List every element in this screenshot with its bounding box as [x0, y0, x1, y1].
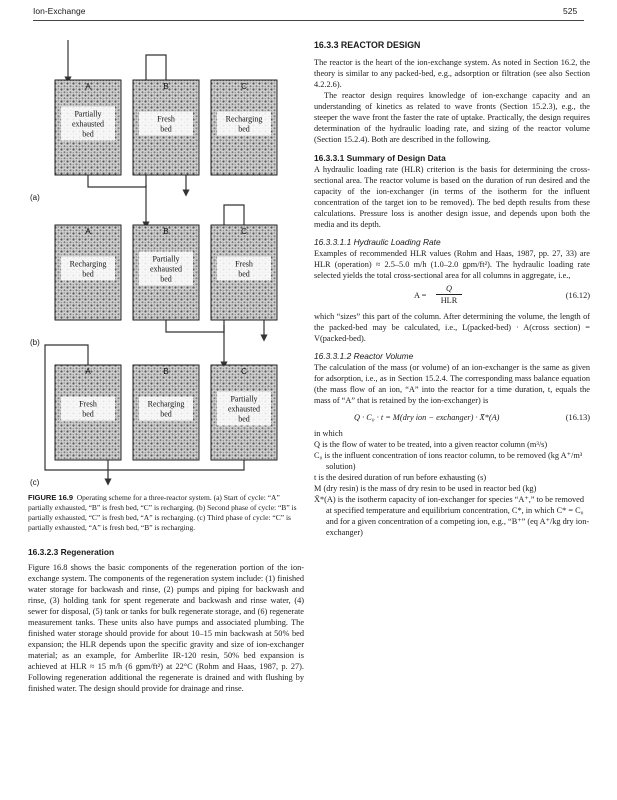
- volume-paragraph: The calculation of the mass (or volume) of an ion-exchanger is the same as given for adsorption, i.e., as in Section 15.2.4. The corresponding mass balance equation (the mass flow of an ion, “A” into the reactor for a time duration, t, equals the mass of “A” that is retained by the ion-exchanger) is: [314, 363, 590, 405]
- eq2-body: Q · C₀ · t = M(dry ion − exchanger) · X̄*(A): [354, 413, 500, 422]
- bed-state-text: bed: [238, 124, 250, 134]
- definition-item: X̄*(A) is the isotherm capacity of ion-exchanger for species “A⁺,” to be removed at specified temperature and equilibrium concentration, C*, in which C* = C₀ and for a given concentration of a competing ion, e.g., “B⁺” (eq A⁺/kg dry ion-exchanger): [314, 495, 590, 537]
- hlr-paragraph: Examples of recommended HLR values (Rohm and Haas, 1987, pp. 27, 33) are HLR (operation) ≈ 2.5–5.0 m/h (1.0–2.0 gpm/ft²). The hydraulic loading rate selected yields the total cross-sectional area for all columns in aggregate, i.e.,: [314, 249, 590, 280]
- figure-panel: [30, 185, 277, 347]
- bed-state-text: exhausted: [72, 119, 104, 129]
- column-label: C: [241, 227, 247, 236]
- equation-16-13: [314, 408, 590, 426]
- column-label: C: [241, 367, 247, 376]
- bed-state-text: Recharging: [147, 399, 185, 409]
- column-label: B: [163, 227, 169, 236]
- bed-state-text: bed: [238, 269, 250, 279]
- definition-item: Q is the flow of water to be treated, into a given reactor column (m³/s): [314, 440, 548, 449]
- panel-label: (b): [30, 338, 40, 347]
- bed-state-text: exhausted: [228, 404, 260, 414]
- reactor-para-1: The reactor is the heart of the ion-exchange system. As noted in Section 16.2, the theory is similar to any packed-bed, e.g., adsorption or filtration (see also Section 4.2.2.6).: [314, 58, 590, 89]
- bed-state-text: exhausted: [150, 264, 182, 274]
- bed-state-text: Fresh: [157, 114, 175, 124]
- subsection-heading-design-data: 16.3.3.1 Summary of Design Data: [314, 153, 446, 163]
- eq-lhs: A =: [414, 291, 427, 300]
- column-label: C: [241, 82, 247, 91]
- bed-state-text: bed: [160, 274, 172, 284]
- bed-state-text: bed: [82, 409, 94, 419]
- bed-state-text: Partially: [230, 394, 258, 404]
- bed-state-text: Fresh: [235, 259, 253, 269]
- bed-state-text: Partially: [152, 254, 180, 264]
- regeneration-paragraph: Figure 16.8 shows the basic components of the regeneration portion of the ion-exchange system. The components of the regeneration system include: (1) finished water storage for backwash and rinse, (2) pumps and piping for backwash and rinse, (3) holding tank for spent regenerate and backwash and rinse water, (4) sewer for disposal, (5) tank or tanks for bulk regenerate storage, and (6) regenerate measurement tanks. These units also have pumps and associated plumbing. The finished water storage should provide for about 10–15 min backwash at 50% bed expansion; the HLR depends upon the specific gravity and size of ion-exchanger material; as an example, for Amberlite IR-120 resin, 50% bed expansion is achieved at HLR ≈ 15 m/h (6 gpm/ft²) at 22°C (Rohm and Haas, 1987, p. 27). Following regeneration additional the regenerate is drained and with flushing by finished water. The design should provide for drainage and rinse.: [28, 563, 304, 693]
- eq-number-16-13: (16.13): [565, 413, 590, 422]
- definition-item: t is the desired duration of run before exhausting (s): [314, 473, 487, 482]
- figure-16-9: [30, 40, 300, 487]
- section-heading-regeneration: 16.3.2.3 Regeneration: [28, 547, 115, 557]
- section-heading-reactor-design: 16.3.3 REACTOR DESIGN: [314, 40, 421, 50]
- sizing-paragraph: which “sizes” this part of the column. After determining the volume, the length of the packed-bed may be calculated, i.e., L(packed-bed) · A(cross section) = V(packed-bed).: [314, 312, 590, 343]
- caption-label: FIGURE 16.9: [28, 493, 74, 502]
- figure-panel: [30, 40, 277, 202]
- reactor-para-2: The reactor design requires knowledge of ion-exchange capacity and an understanding of kinetics as related to wave fronts (Section 15.2.3), e.g., the steeper the wave front the faster the rate of uptake. Practically, the design requires determination of the hydraulic loading rate, and sizing of the reactor volume (Section 15.2.4). Both are described in the following.: [314, 91, 590, 144]
- eq-numerator: Q: [436, 283, 462, 295]
- bed-state-text: Partially: [74, 109, 102, 119]
- eq-number-16-12: (16.12): [565, 291, 590, 300]
- bed-state-text: Fresh: [79, 399, 97, 409]
- caption-text: Operating scheme for a three-reactor system. (a) Start of cycle: “A” partially exhausted, “B” is fresh bed, “C” is recharging. (b) Second phase of cycle: “B” is partially exhausted, “C” is fresh bed, “A” is recharging. (c) Third phase of cycle: “C” is partially exhausted, “A” is fresh bed, “B” is recharging.: [28, 493, 297, 532]
- column-label: B: [163, 82, 169, 91]
- subsubsection-heading-volume: 16.3.3.1.2 Reactor Volume: [314, 351, 414, 361]
- in-which: in which: [314, 429, 343, 438]
- bed-state-text: bed: [82, 129, 94, 139]
- equation-16-12: [314, 283, 590, 309]
- bed-state-text: bed: [238, 414, 250, 424]
- bed-state-text: Recharging: [225, 114, 263, 124]
- subsubsection-heading-hlr: 16.3.3.1.1 Hydraulic Loading Rate: [314, 237, 441, 247]
- page-number: 525: [563, 6, 578, 16]
- panel-label: (c): [30, 478, 40, 487]
- figure-panel: [30, 325, 277, 487]
- definition-list: [314, 439, 590, 538]
- running-header: Ion-Exchange: [33, 6, 86, 16]
- panel-label: (a): [30, 193, 40, 202]
- figure-caption: [28, 493, 304, 533]
- column-label: A: [85, 82, 91, 91]
- definition-item: M (dry resin) is the mass of dry resin to be used in reactor bed (kg): [314, 484, 537, 493]
- column-label: B: [163, 367, 169, 376]
- bed-state-text: Recharging: [69, 259, 107, 269]
- bed-state-text: bed: [160, 409, 172, 419]
- header-rule: [33, 20, 584, 21]
- definition-item: C₀ is the influent concentration of ions reactor column, to be removed (kg A⁺/m³ solution): [314, 451, 583, 471]
- bed-state-text: bed: [82, 269, 94, 279]
- bed-state-text: bed: [160, 124, 172, 134]
- column-label: A: [85, 227, 91, 236]
- design-data-paragraph: A hydraulic loading rate (HLR) criterion is the basis for determining the cross-sectional area. The reactor volume is based on the duration of run desired and the capacity of the ion-exchanger (in terms of the isotherm for the influent concentration of the target ion to be removed). The bed depth results from these calculations. Pressure loss is another design issue, and depends upon both the media and its depth.: [314, 165, 590, 229]
- column-label: A: [85, 367, 91, 376]
- eq-denominator: HLR: [440, 296, 458, 305]
